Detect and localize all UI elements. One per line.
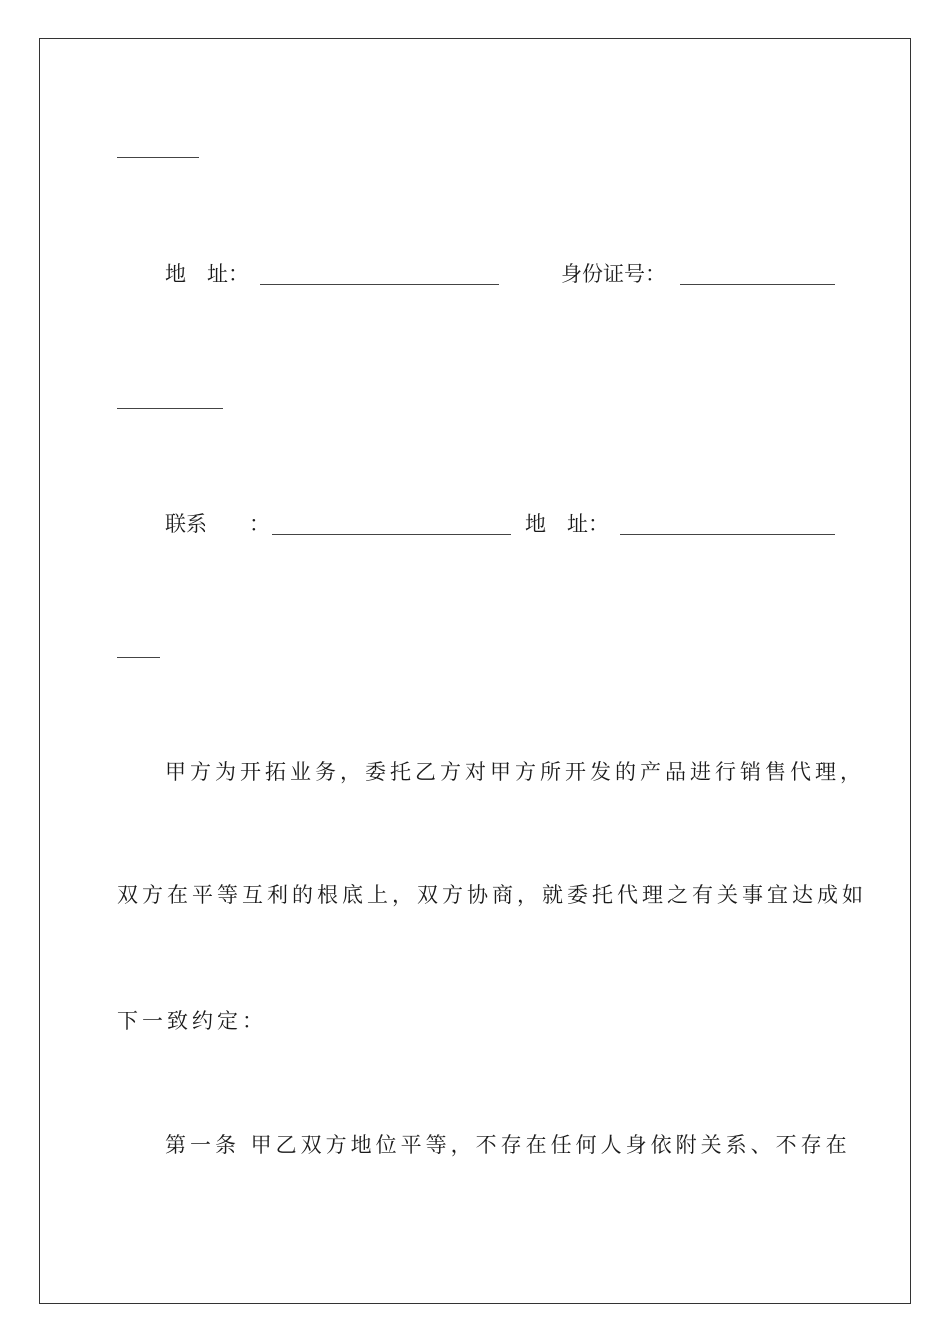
contact-label: 联系 ： xyxy=(165,512,270,536)
address-field-2[interactable] xyxy=(620,534,835,535)
paragraph-line-1: 甲方为开拓业务，委托乙方对甲方所开发的产品进行销售代理， xyxy=(165,760,865,784)
blank-line-continuation-1 xyxy=(117,157,199,158)
id-number-label: 身份证号： xyxy=(561,262,666,286)
page-border xyxy=(39,38,911,1304)
address-label-1: 地 址： xyxy=(165,262,249,286)
article-1-line: 第一条 甲乙双方地位平等，不存在任何人身依附关系、不存在 xyxy=(165,1133,851,1157)
blank-line-continuation-3 xyxy=(117,657,160,658)
contact-field[interactable] xyxy=(272,534,511,535)
blank-line-continuation-2 xyxy=(117,408,223,409)
address-label-2: 地 址： xyxy=(525,512,609,536)
address-field-1[interactable] xyxy=(260,284,499,285)
id-number-field[interactable] xyxy=(680,284,835,285)
paragraph-line-3: 下一致约定： xyxy=(117,1009,267,1033)
paragraph-line-2: 双方在平等互利的根底上，双方协商，就委托代理之有关事宜达成如 xyxy=(117,883,867,907)
